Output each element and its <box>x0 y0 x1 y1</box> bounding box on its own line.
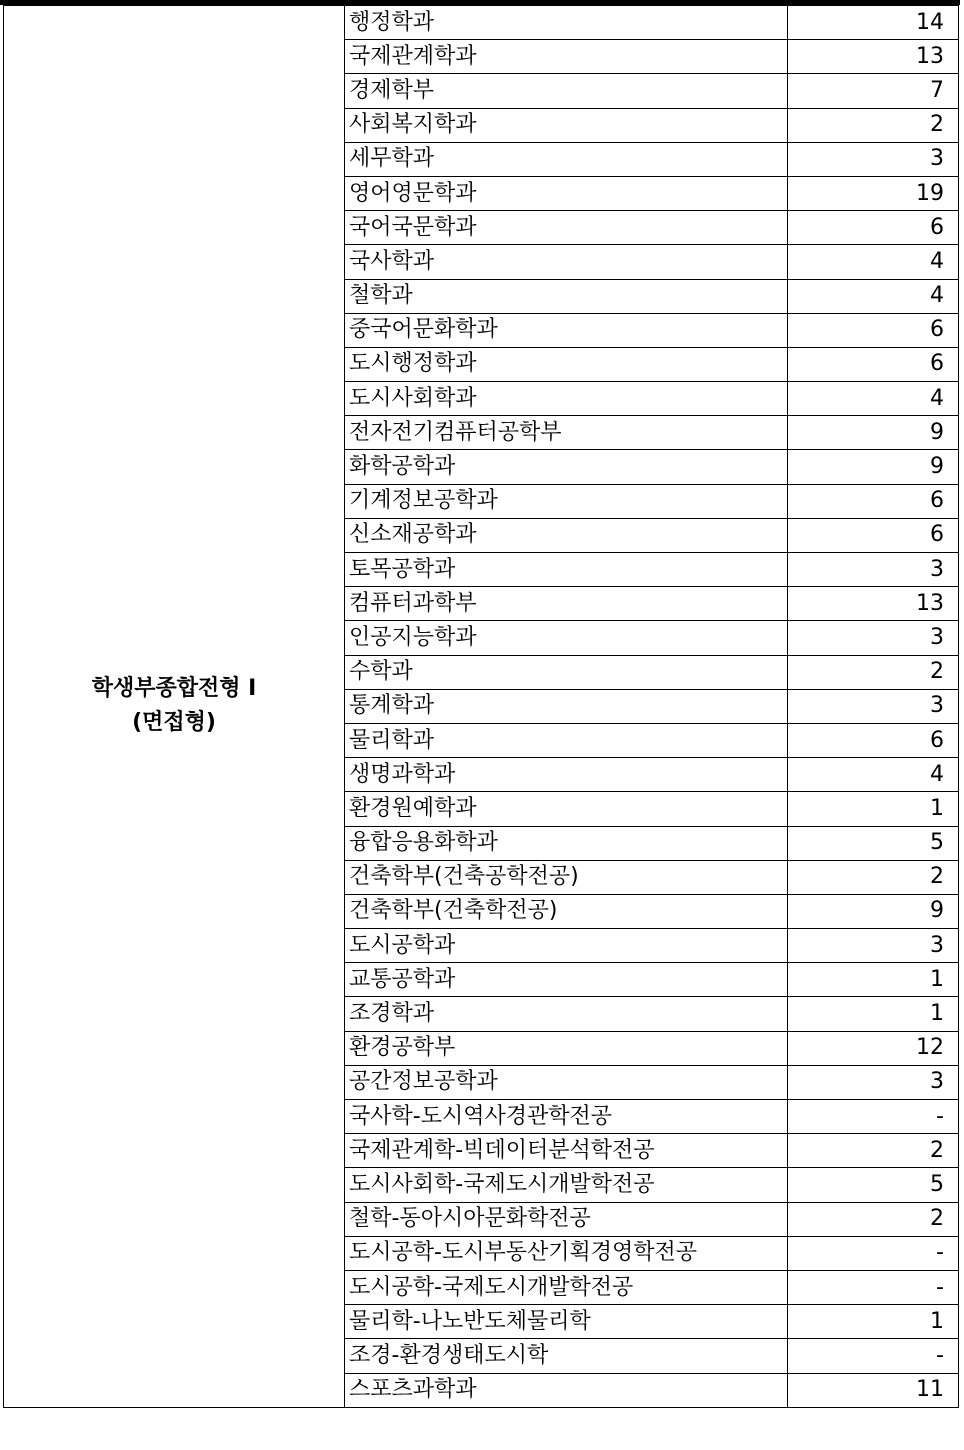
department-name-cell: 건축학부(건축공학전공) <box>345 860 788 894</box>
department-name-cell: 국사학-도시역사경관학전공 <box>345 1100 788 1134</box>
quota-count-cell: 6 <box>788 484 959 518</box>
table-body <box>4 6 959 1408</box>
quota-count-cell: 11 <box>788 1373 959 1407</box>
department-name-cell: 영어영문학과 <box>345 176 788 210</box>
department-name-cell: 공간정보공학과 <box>345 1065 788 1099</box>
quota-count-cell: 4 <box>788 245 959 279</box>
quota-count-cell: 19 <box>788 176 959 210</box>
department-name-cell: 환경공학부 <box>345 1031 788 1065</box>
department-name-cell: 신소재공학과 <box>345 518 788 552</box>
department-name-cell: 국사학과 <box>345 245 788 279</box>
quota-count-cell: 3 <box>788 142 959 176</box>
quota-count-cell: 1 <box>788 792 959 826</box>
quota-count-cell: 1 <box>788 1305 959 1339</box>
admissions-quota-table <box>3 5 959 1408</box>
department-name-cell: 경제학부 <box>345 74 788 108</box>
department-name-cell: 행정학과 <box>345 6 788 40</box>
quota-count-cell: 3 <box>788 1065 959 1099</box>
department-name-cell: 세무학과 <box>345 142 788 176</box>
quota-count-cell: 2 <box>788 655 959 689</box>
department-name-cell: 조경학과 <box>345 997 788 1031</box>
quota-count-cell: 5 <box>788 826 959 860</box>
admission-type-cell <box>4 6 345 1408</box>
department-name-cell: 도시공학과 <box>345 929 788 963</box>
department-name-cell: 물리학-나노반도체물리학 <box>345 1305 788 1339</box>
department-name-cell: 환경원예학과 <box>345 792 788 826</box>
quota-count-cell: 1 <box>788 997 959 1031</box>
quota-count-cell: 2 <box>788 1134 959 1168</box>
department-name-cell: 컴퓨터과학부 <box>345 587 788 621</box>
department-name-cell: 국제관계학과 <box>345 40 788 74</box>
quota-count-cell: - <box>788 1100 959 1134</box>
department-name-cell: 도시공학-도시부동산기획경영학전공 <box>345 1236 788 1270</box>
quota-count-cell: 6 <box>788 347 959 381</box>
admission-type-subtitle: (면접형) <box>132 710 216 736</box>
quota-count-cell: 3 <box>788 689 959 723</box>
department-name-cell: 도시행정학과 <box>345 347 788 381</box>
admission-type-name: 학생부종합전형 I <box>91 676 257 702</box>
department-name-cell: 사회복지학과 <box>345 108 788 142</box>
department-name-cell: 조경-환경생태도시학 <box>345 1339 788 1373</box>
quota-count-cell: 6 <box>788 723 959 757</box>
quota-count-cell: 4 <box>788 382 959 416</box>
department-name-cell: 중국어문화학과 <box>345 313 788 347</box>
table-row <box>4 6 959 40</box>
department-name-cell: 기계정보공학과 <box>345 484 788 518</box>
department-name-cell: 수학과 <box>345 655 788 689</box>
department-name-cell: 융합응용화학과 <box>345 826 788 860</box>
quota-count-cell: 14 <box>788 6 959 40</box>
department-name-cell: 통계학과 <box>345 689 788 723</box>
quota-count-cell: 13 <box>788 587 959 621</box>
quota-count-cell: 9 <box>788 450 959 484</box>
department-name-cell: 토목공학과 <box>345 553 788 587</box>
department-name-cell: 생명과학과 <box>345 758 788 792</box>
quota-count-cell: 3 <box>788 553 959 587</box>
department-name-cell: 인공지능학과 <box>345 621 788 655</box>
quota-count-cell: 9 <box>788 894 959 928</box>
quota-count-cell: 1 <box>788 963 959 997</box>
department-name-cell: 교통공학과 <box>345 963 788 997</box>
quota-count-cell: - <box>788 1270 959 1304</box>
quota-count-cell: 4 <box>788 279 959 313</box>
department-name-cell: 건축학부(건축학전공) <box>345 894 788 928</box>
department-name-cell: 철학과 <box>345 279 788 313</box>
quota-count-cell: 4 <box>788 758 959 792</box>
quota-count-cell: 6 <box>788 518 959 552</box>
quota-count-cell: 6 <box>788 313 959 347</box>
quota-count-cell: 13 <box>788 40 959 74</box>
department-name-cell: 국어국문학과 <box>345 211 788 245</box>
quota-count-cell: 12 <box>788 1031 959 1065</box>
quota-count-cell: 5 <box>788 1168 959 1202</box>
department-name-cell: 도시사회학과 <box>345 382 788 416</box>
quota-count-cell: 2 <box>788 1202 959 1236</box>
quota-count-cell: 7 <box>788 74 959 108</box>
quota-count-cell: 2 <box>788 860 959 894</box>
department-name-cell: 화학공학과 <box>345 450 788 484</box>
department-name-cell: 도시공학-국제도시개발학전공 <box>345 1270 788 1304</box>
quota-count-cell: 2 <box>788 108 959 142</box>
quota-count-cell: 3 <box>788 929 959 963</box>
department-name-cell: 전자전기컴퓨터공학부 <box>345 416 788 450</box>
department-name-cell: 물리학과 <box>345 723 788 757</box>
quota-count-cell: - <box>788 1236 959 1270</box>
quota-count-cell: 6 <box>788 211 959 245</box>
department-name-cell: 도시사회학-국제도시개발학전공 <box>345 1168 788 1202</box>
quota-count-cell: - <box>788 1339 959 1373</box>
quota-count-cell: 9 <box>788 416 959 450</box>
department-name-cell: 스포츠과학과 <box>345 1373 788 1407</box>
quota-count-cell: 3 <box>788 621 959 655</box>
department-name-cell: 철학-동아시아문화학전공 <box>345 1202 788 1236</box>
department-name-cell: 국제관계학-빅데이터분석학전공 <box>345 1134 788 1168</box>
